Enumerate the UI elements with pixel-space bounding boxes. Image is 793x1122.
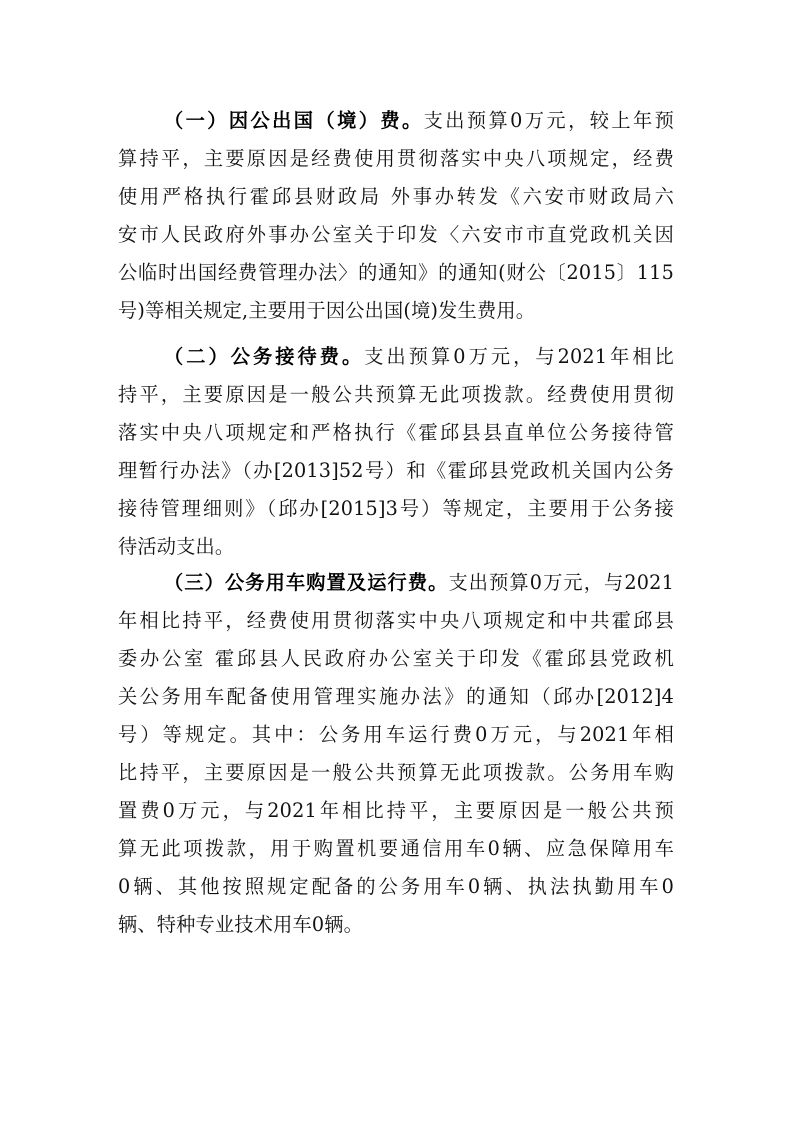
section-3-text: 支出预算0万元，与2021 <box>448 571 674 594</box>
section-3-line-1 <box>164 572 674 594</box>
section-1-line-1 <box>164 110 674 132</box>
section-1-line-6: 号)等相关规定,主要用于因公出国(境)发生费用。 <box>118 299 536 322</box>
section-3-line-5: 号）等规定。其中：公务用车运行费0万元，与2021年相 <box>118 723 674 746</box>
section-3-line-7: 置费0万元，与2021年相比持平，主要原因是一般公共预 <box>118 799 674 822</box>
section-2-line-6: 待活动支出。 <box>118 535 235 558</box>
section-3-line-4: 关公务用车配备使用管理实施办法》的通知（邱办[2012]4 <box>118 685 674 708</box>
section-2-line-4: 理暂行办法》（办[2013]52号）和《霍邱县党政机关国内公务 <box>118 459 674 482</box>
section-3-line-10: 辆、特种专业技术用车0辆。 <box>118 913 364 936</box>
section-1-heading: （一）因公出国（境）费。 <box>164 109 424 132</box>
section-1-line-4: 安市人民政府外事办公室关于印发〈六安市市直党政机关因 <box>118 223 674 246</box>
section-1-text: 支出预算0万元，较上年预 <box>423 109 674 132</box>
section-2-heading: （二）公务接待费。 <box>164 345 365 368</box>
section-2-line-1 <box>164 346 674 368</box>
section-2-line-3: 落实中央八项规定和严格执行《霍邱县县直单位公务接待管 <box>118 421 674 444</box>
section-1-line-2: 算持平，主要原因是经费使用贯彻落实中央八项规定，经费 <box>118 147 674 170</box>
section-3-line-2: 年相比持平，经费使用贯彻落实中央八项规定和中共霍邱县 <box>118 609 674 632</box>
section-3-heading: （三）公务用车购置及运行费。 <box>164 571 449 594</box>
section-2-line-2: 持平，主要原因是一般公共预算无此项拨款。经费使用贯彻 <box>118 383 674 406</box>
section-1-line-5: 公临时出国经费管理办法〉的通知》的通知(财公〔2015〕115 <box>118 261 674 284</box>
section-2-text: 支出预算0万元，与2021年相比 <box>364 345 674 368</box>
section-1-line-3: 使用严格执行霍邱县财政局 外事办转发《六安市财政局六 <box>118 185 674 208</box>
section-3-line-6: 比持平，主要原因是一般公共预算无此项拨款。公务用车购 <box>118 761 674 784</box>
section-3-line-9: 0辆、其他按照规定配备的公务用车0辆、执法执勤用车0 <box>118 875 674 898</box>
section-3-line-8: 算无此项拨款，用于购置机要通信用车0辆、应急保障用车 <box>118 837 674 860</box>
section-2-line-5: 接待管理细则》（邱办[2015]3号）等规定，主要用于公务接 <box>118 497 674 520</box>
section-3-line-3: 委办公室 霍邱县人民政府办公室关于印发《霍邱县党政机 <box>118 647 674 670</box>
